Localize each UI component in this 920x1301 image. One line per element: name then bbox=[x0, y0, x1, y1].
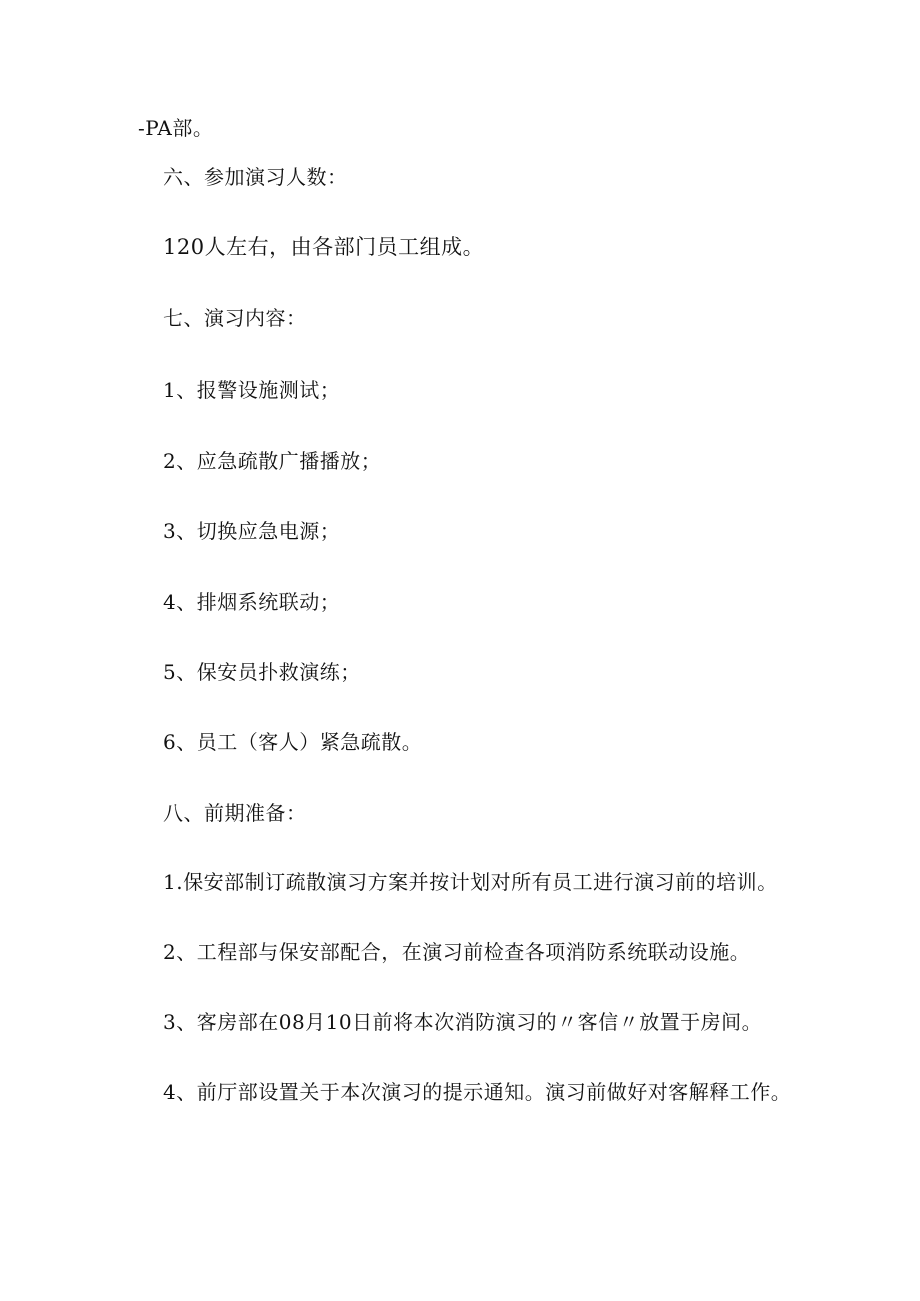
list-item-content-4: 4、排烟系统联动； bbox=[163, 590, 341, 614]
list-item-preparation-3: 3、客房部在08月10日前将本次消防演习的〃客信〃放置于房间。 bbox=[163, 1010, 763, 1034]
section-heading-participants: 六、参加演习人数： bbox=[163, 165, 348, 189]
list-item-preparation-2: 2、工程部与保安部配合，在演习前检查各项消防系统联动设施。 bbox=[163, 940, 751, 964]
list-item-content-5: 5、保安员扑救演练； bbox=[163, 660, 361, 684]
text-line-participant-count: 120人左右，由各部门员工组成。 bbox=[163, 235, 485, 259]
list-item-content-1: 1、报警设施测试； bbox=[163, 378, 341, 402]
list-item-content-6: 6、员工（客人）紧急疏散。 bbox=[163, 730, 423, 754]
list-item-preparation-4: 4、前厅部设置关于本次演习的提示通知。演习前做好对客解释工作。 bbox=[163, 1080, 792, 1104]
list-item-content-3: 3、切换应急电源； bbox=[163, 519, 341, 543]
text-line-pa-department: -PA部。 bbox=[138, 116, 214, 140]
section-heading-preparation: 八、前期准备： bbox=[163, 801, 307, 825]
list-item-preparation-1: 1.保安部制订疏散演习方案并按计划对所有员工进行演习前的培训。 bbox=[163, 870, 778, 894]
list-item-content-2: 2、应急疏散广播播放； bbox=[163, 449, 382, 473]
section-heading-drill-content: 七、演习内容： bbox=[163, 306, 307, 330]
